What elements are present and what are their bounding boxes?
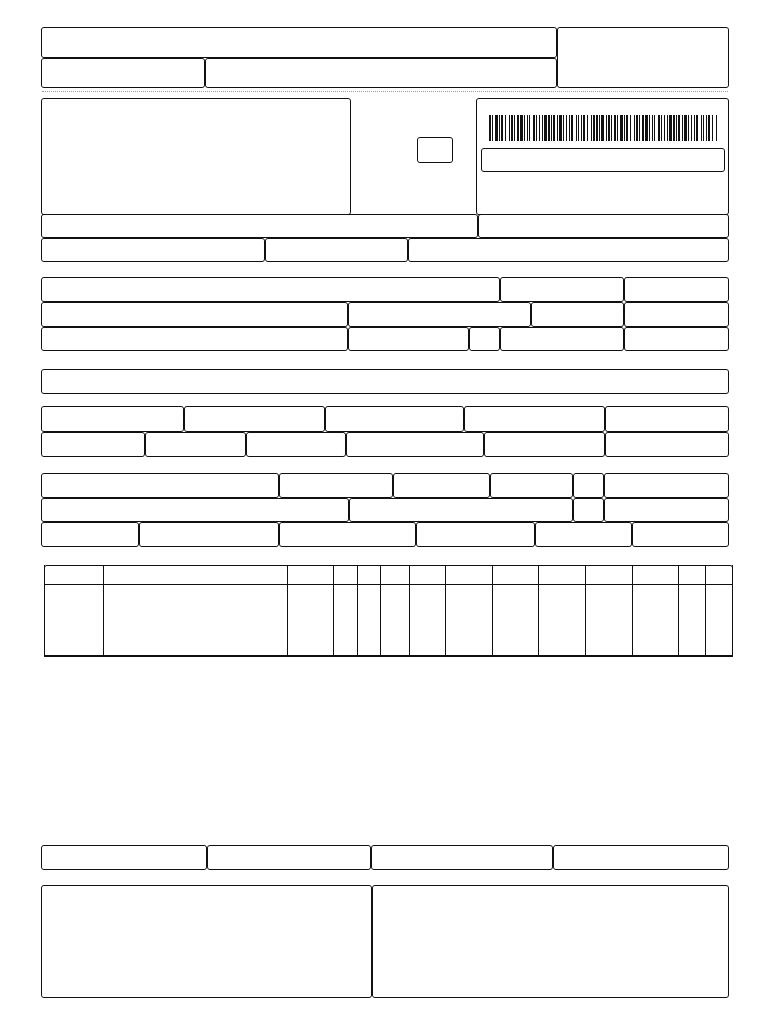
footer-field-c[interactable] bbox=[371, 845, 553, 870]
field-s2-r3-b[interactable] bbox=[348, 327, 469, 351]
header-title-field[interactable] bbox=[41, 27, 557, 58]
field-s5-r1-d[interactable] bbox=[490, 473, 573, 498]
wide-field-row1[interactable] bbox=[41, 214, 478, 238]
field-s2-r3-e[interactable] bbox=[624, 327, 729, 351]
footer-field-d[interactable] bbox=[553, 845, 729, 870]
footer-field-a[interactable] bbox=[41, 845, 207, 870]
items-table-header bbox=[44, 565, 733, 585]
field-row2-c[interactable] bbox=[408, 238, 729, 262]
field-s5-r2-a[interactable] bbox=[41, 498, 349, 522]
field-s5-r1-b[interactable] bbox=[279, 473, 393, 498]
field-s4-r2-c[interactable] bbox=[246, 432, 346, 457]
field-s2-r2-b[interactable] bbox=[348, 302, 531, 327]
table-column-divider bbox=[585, 565, 586, 656]
barcode-icon bbox=[489, 115, 717, 141]
field-s2-r3-a[interactable] bbox=[41, 327, 348, 351]
table-column-divider bbox=[678, 565, 679, 656]
full-width-field[interactable] bbox=[41, 369, 729, 394]
table-column-divider bbox=[103, 565, 104, 656]
table-edge bbox=[44, 565, 45, 656]
field-s5-r3-f[interactable] bbox=[632, 522, 729, 547]
field-s4-r1-a[interactable] bbox=[41, 406, 184, 432]
table-column-divider bbox=[632, 565, 633, 656]
footer-field-b[interactable] bbox=[207, 845, 371, 870]
field-s2-r3-c[interactable] bbox=[469, 327, 500, 351]
header-field-left[interactable] bbox=[41, 58, 205, 88]
table-column-divider bbox=[287, 565, 288, 656]
field-s2-r2-a[interactable] bbox=[41, 302, 348, 327]
field-s2-r3-d[interactable] bbox=[500, 327, 624, 351]
field-row1-right[interactable] bbox=[478, 214, 729, 238]
table-column-divider bbox=[409, 565, 410, 656]
field-s2-r2-d[interactable] bbox=[624, 302, 729, 327]
table-column-divider bbox=[357, 565, 358, 656]
field-s2-r1-c[interactable] bbox=[624, 277, 729, 302]
field-s4-r2-d[interactable] bbox=[346, 432, 484, 457]
field-s4-r2-f[interactable] bbox=[605, 432, 729, 457]
field-s5-r3-d[interactable] bbox=[416, 522, 535, 547]
table-column-divider bbox=[538, 565, 539, 656]
small-check-box[interactable] bbox=[417, 137, 453, 163]
field-s5-r3-c[interactable] bbox=[279, 522, 416, 547]
field-s4-r2-e[interactable] bbox=[484, 432, 605, 457]
field-s4-r1-c[interactable] bbox=[325, 406, 464, 432]
field-s4-r2-b[interactable] bbox=[145, 432, 246, 457]
field-s5-r3-b[interactable] bbox=[139, 522, 279, 547]
table-column-divider bbox=[445, 565, 446, 656]
table-column-divider bbox=[492, 565, 493, 656]
field-s2-r2-c[interactable] bbox=[531, 302, 624, 327]
field-s5-r1-f[interactable] bbox=[604, 473, 729, 498]
table-column-divider bbox=[705, 565, 706, 656]
table-edge bbox=[732, 565, 733, 656]
signature-box-left[interactable] bbox=[41, 885, 372, 998]
signature-box-right[interactable] bbox=[372, 885, 729, 998]
field-s5-r3-a[interactable] bbox=[41, 522, 139, 547]
field-s5-r2-b[interactable] bbox=[349, 498, 573, 522]
header-field-right[interactable] bbox=[205, 58, 557, 88]
field-s2-r1-a[interactable] bbox=[41, 277, 500, 302]
header-corner-box[interactable] bbox=[557, 27, 729, 88]
field-s4-r1-e[interactable] bbox=[605, 406, 729, 432]
items-table-bottom-rule bbox=[44, 655, 733, 657]
field-s4-r2-a[interactable] bbox=[41, 432, 145, 457]
field-s5-r1-a[interactable] bbox=[41, 473, 279, 498]
field-s5-r2-d[interactable] bbox=[604, 498, 729, 522]
barcode-number-field[interactable] bbox=[481, 148, 725, 172]
field-row2-a[interactable] bbox=[41, 238, 265, 262]
items-table bbox=[44, 565, 733, 657]
field-s5-r1-c[interactable] bbox=[393, 473, 490, 498]
field-s5-r3-e[interactable] bbox=[535, 522, 632, 547]
field-s5-r1-e[interactable] bbox=[573, 473, 604, 498]
table-column-divider bbox=[380, 565, 381, 656]
field-s4-r1-d[interactable] bbox=[464, 406, 605, 432]
field-s4-r1-b[interactable] bbox=[184, 406, 325, 432]
field-s5-r2-c[interactable] bbox=[573, 498, 604, 522]
field-s2-r1-b[interactable] bbox=[500, 277, 624, 302]
dotted-divider bbox=[42, 91, 728, 92]
sender-address-box[interactable] bbox=[41, 98, 351, 215]
field-row2-b[interactable] bbox=[265, 238, 408, 262]
table-column-divider bbox=[333, 565, 334, 656]
